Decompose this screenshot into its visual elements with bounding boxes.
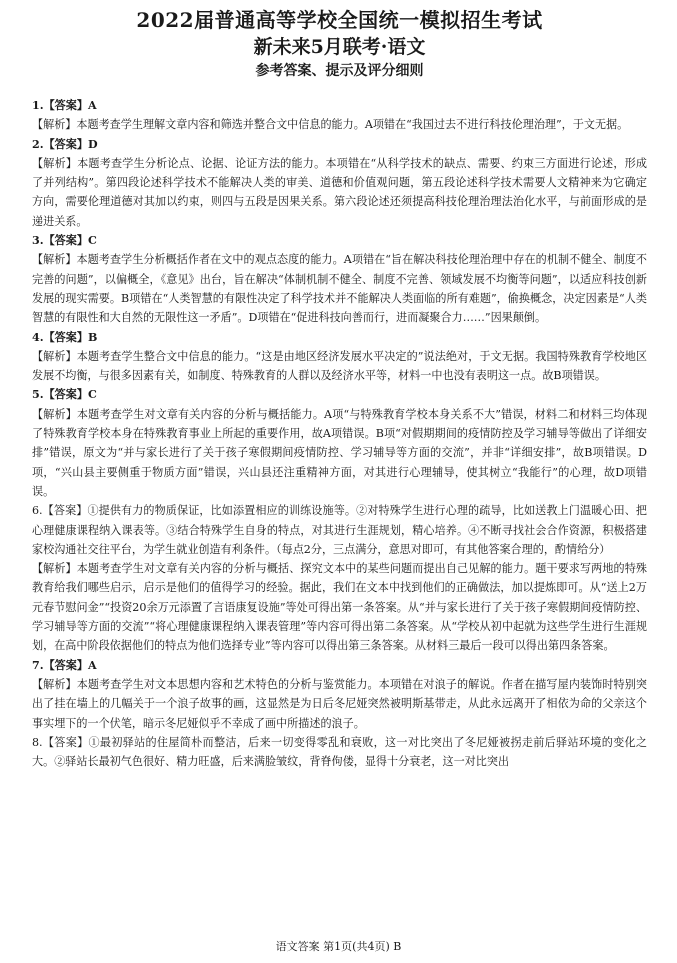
explanation-5: 【解析】本题考查学生对文章有关内容的分析与概括能力。A项“与特殊教育学校本身关系不大”错误，材料二和材料三均体现了特殊教育学校本身在特殊教育事业上所起的重要作用，故A项错误。B项“对假期期间的疫情防控及学习辅导等做出了详细安排”错误，原文为“并与家长进行了关于孩子寒假期间疫情防控、学习辅导等方面的交流”，并非“详细安排”，故B项错误。D项，“兴山县主要侧重于物质方面”错误，兴山县还注重精神方面，对其进行心理辅导，使其树立“我能行”的心理，故D项错误。 — [32, 407, 647, 498]
answer-7: 7.【答案】A — [32, 658, 97, 672]
explanation-1: 【解析】本题考查学生理解文章内容和筛选并整合文中信息的能力。A项错在“我国过去不进行科技伦理治理”，于文无据。 — [32, 118, 629, 132]
explanation-6: 【解析】本题考查学生对文章有关内容的分析与概括、探究文本中的某些问题而提出自己见解的能力。题干要求写两地的特殊教育给我们哪些启示，启示是他们的值得学习的经验。据此，我们在文本中找到他们的正确做法，加以提炼即可。从“送上2万元春节慰问金”“投资20余万元添置了言语康复设施”等处可得出第一条答案。从“并与家长进行了关于孩子寒假期间疫情防控、学习辅导等方面的交流”“将心理健康课程纳入课表管理”等内容可得出第二条答案。从“学校从初中起就为这些学生进行生涯规划，在高中阶段依据他们的特点为他们选择专业”等内容可以得出第三条答案。从材料三最后一段可以得出第四条答案。 — [32, 562, 647, 653]
explanation-4: 【解析】本题考查学生整合文中信息的能力。“这是由地区经济发展水平决定的”说法绝对，于文无据。我国特殊教育学校地区发展不均衡，与很多因素有关，如制度、特殊教育的人群以及经济水平等，材料一中也没有表明这一点。故B项错误。 — [32, 349, 647, 383]
section-title: 参考答案、提示及评分细则 — [255, 63, 424, 79]
explanation-2: 【解析】本题考查学生分析论点、论据、论证方法的能力。本项错在“从科学技术的缺点、需要、约束三方面进行论述，形成了并列结构”。第四段论述科学技术不能解决人类的审美、道德和价值观问题，第五段论述科学技术需要人文精神来为它确定方向，需要伦理道德对其加以约束，则四与五段是因果关系。第六段论述还须提高科技伦理治理法治化水平，与前面形成的是递进关系。 — [32, 156, 647, 228]
answer-list — [32, 96, 647, 771]
answer-2: 2.【答案】D — [32, 137, 98, 151]
answer-1: 1.【答案】A — [32, 99, 97, 112]
exam-title: 2022届普通高等学校全国统一模拟招生考试 — [136, 8, 543, 32]
answer-6: 6.【答案】①提供有力的物质保证，比如添置相应的训练设施等。②对特殊学生进行心理的疏导，比如送教上门温暖心田、把心理健康课程纳入课表等。③结合特殊学生自身的特点，对其进行生涯规划，精心培养。④不断寻找社会合作资源，积极搭建家校沟通社交往平台，为学生就业创造有利条件。（每点2分，三点满分，意思对即可，有其他答案合理的，酌情给分） — [32, 504, 647, 556]
explanation-7: 【解析】本题考查学生对文本思想内容和艺术特色的分析与鉴赏能力。本项错在对浪子的解说。作者在描写屋内装饰时特别突出了挂在墙上的几幅关于一个浪子故事的画，这显然是为日后冬尼娅突然被明斯基带走，从此永远离开了相依为命的父亲这个事实埋下的一个伏笔，暗示冬尼娅似乎不幸成了画中所描述的浪子。 — [32, 677, 647, 730]
answer-4: 4.【答案】B — [32, 330, 98, 344]
page-footer: 语文答案 第1页(共4页) B — [275, 940, 402, 953]
explanation-3: 【解析】本题考查学生分析概括作者在文中的观点态度的能力。A项错在“旨在解决科技伦理治理中存在的机制不健全、制度不完善的问题”，以偏概全，《意见》出台，旨在解决“体制机制不健全、制度不完善、领域发展不均衡等问题”，以适应科技创新发展的现实需要。B项错在“人类智慧的有限性决定了科学技术并不能解决人类面临的所有难题”，偷换概念，决定因素是“人类智慧的有限性和大自然的无限性这一矛盾”。D项错在“促进科技向善而行，进而凝聚合力……”因果颠倒。 — [32, 253, 647, 325]
answer-3: 3.【答案】C — [32, 234, 97, 248]
answer-5: 5.【答案】C — [32, 388, 97, 402]
exam-subtitle: 新未来5月联考·语文 — [253, 36, 426, 58]
answer-8: 8.【答案】①最初驿站的住屋简朴而整洁，后来一切变得零乱和衰败，这一对比突出了冬尼娅被拐走前后驿站环境的变化之大。②驿站长最初气色很好、精力旺盛，后来满脸皱纹，背脊佝偻，显得十分衰老，这一对比突出 — [32, 735, 647, 769]
